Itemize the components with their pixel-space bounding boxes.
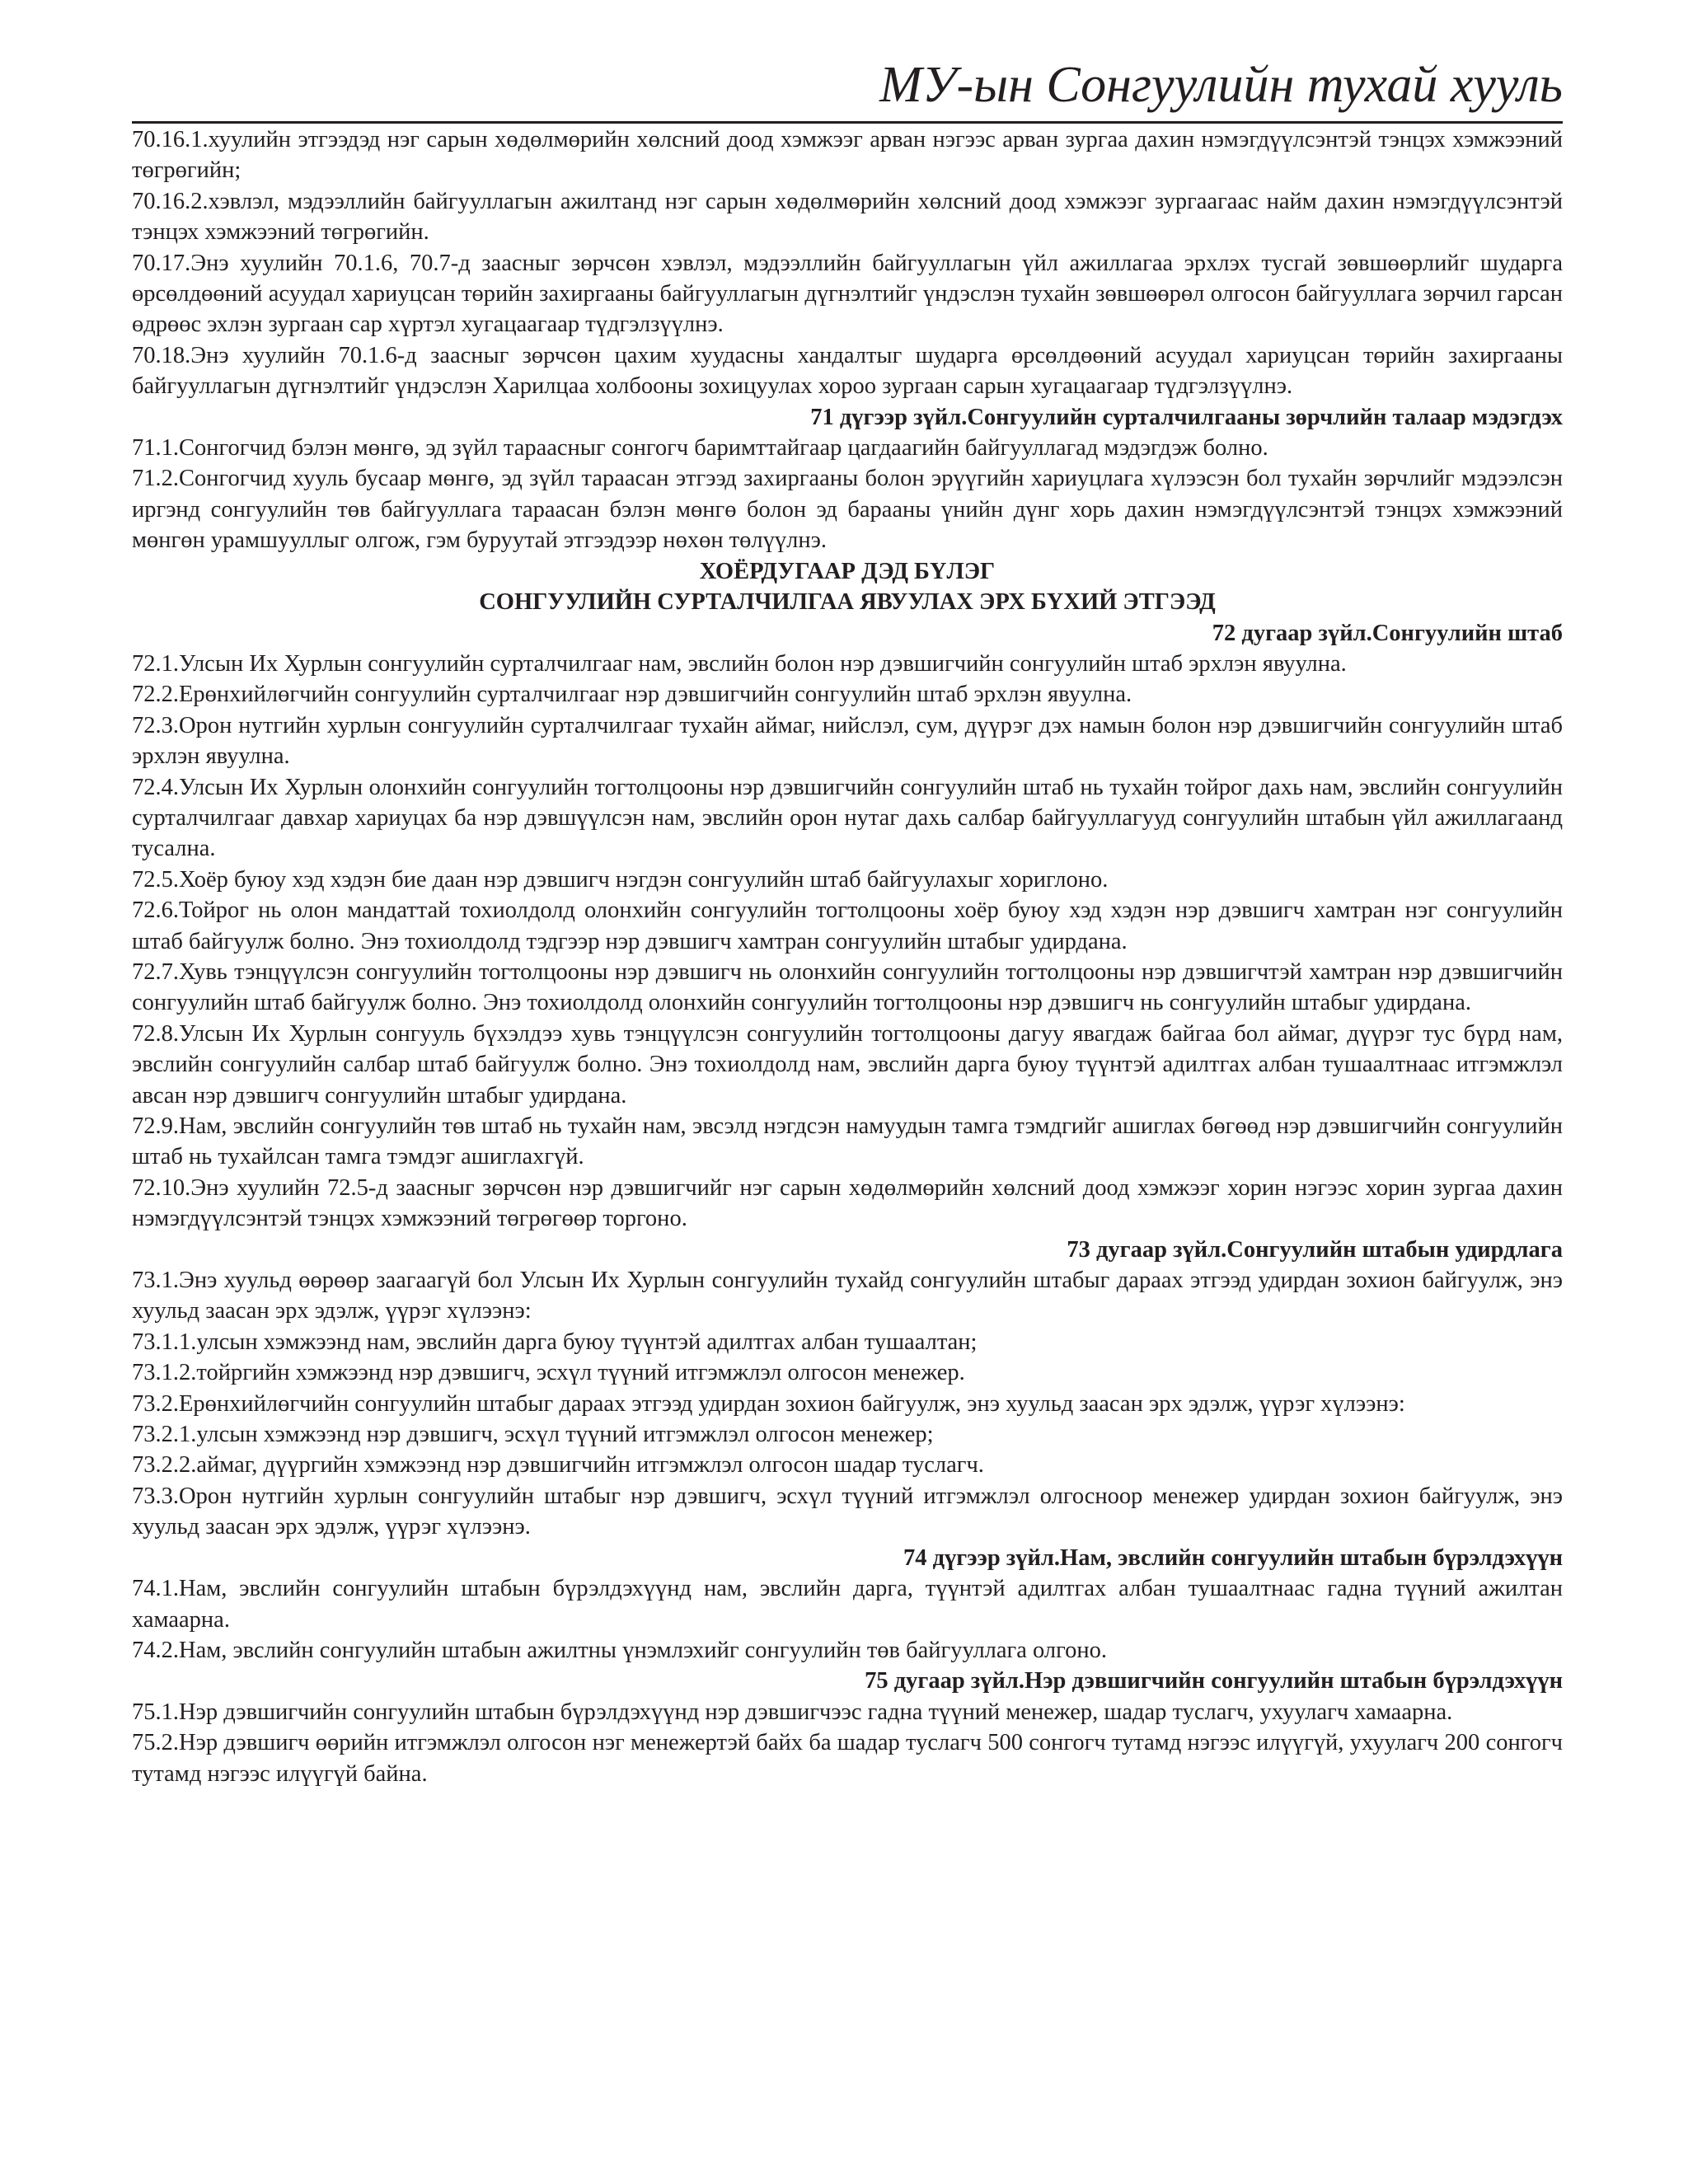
paragraph: 74.1.Нам, эвслийн сонгуулийн штабын бүрэлдэхүүнд нам, эвслийн дарга, түүнтэй адилтгах албан тушаалтнаас гадна түүний ажилтан хамаарна.	[132, 1576, 1563, 1633]
header-rule	[132, 121, 1563, 124]
paragraph: 72.2.Ерөнхийлөгчийн сонгуулийн сурталчилгааг нэр дэвшигчийн сонгуулийн штаб эрхлэн явуулна.	[132, 682, 1132, 708]
running-header: МУ-ын Сонгуулийн тухай хууль	[879, 57, 1563, 113]
paragraph: 70.17.Энэ хуулийн 70.1.6, 70.7-д заасныг зөрчсөн хэвлэл, мэдээллийн байгууллагын үйл ажиллагаа эрхлэх тусгай зөвшөөрлийг шударга өрсөлдөөний асуудал хариуцсан төрийн захиргааны байгууллагын дүгнэлтийг үндэслэн тухайн зөвшөөрөл олгосон байгууллага зөрчил гарсан өдрөөс эхлэн зургаан сар хүртэл хугацаагаар түдгэлзүүлнэ.	[132, 250, 1563, 338]
paragraph: 72.10.Энэ хуулийн 72.5-д заасныг зөрчсөн нэр дэвшигчийг нэг сарын хөдөлмөрийн хөлсний доод хэмжээг хорин нэгээс хорин зургаа дахин нэмэгдүүлсэнтэй тэнцэх хэмжээний төгрөгөөр торгоно.	[132, 1174, 1563, 1232]
article-heading-72: 72 дугаар зүйл.Сонгуулийн штаб	[1212, 620, 1563, 646]
paragraph: 73.2.2.аймаг, дүүргийн хэмжээнд нэр дэвшигчийн итгэмжлэл олгосон шадар туслагч.	[132, 1452, 984, 1479]
paragraph: 70.16.2.хэвлэл, мэдээллийн байгууллагын ажилтанд нэг сарын хөдөлмөрийн хөлсний доод хэмжээг зургаагаас найм дахин нэмэгдүүлсэнтэй тэнцэх хэмжээний төгрөгийн.	[132, 188, 1563, 246]
paragraph: 72.4.Улсын Их Хурлын олонхийн сонгуулийн тогтолцооны нэр дэвшигчийн сонгуулийн штаб нь тухайн тойрог дахь нам, эвслийн сонгуулийн сурталчилгааг давхар хариуцах ба нэр дэвшүүлсэн нам, эвслийн орон нутаг дахь салбар байгууллагууд сонгуулийн штабын үйл ажиллагаанд тусална.	[132, 774, 1563, 862]
document-body	[132, 124, 1563, 1789]
paragraph: 72.6.Тойрог нь олон мандаттай тохиолдолд олонхийн сонгуулийн тогтолцооны хоёр буюу хэд хэдэн нэр дэвшигч хамтран нэг сонгуулийн штаб байгуулж болно. Энэ тохиолдолд тэдгээр нэр дэвшигч хамтран сонгуулийн штабыг удирдана.	[132, 898, 1563, 954]
paragraph: 74.2.Нам, эвслийн сонгуулийн штабын ажилтны үнэмлэхийг сонгуулийн төв байгууллага олгоно.	[132, 1637, 1107, 1663]
paragraph: 72.3.Орон нутгийн хурлын сонгуулийн сурталчилгааг тухайн аймаг, нийслэл, сум, дүүрэг дэх намын болон нэр дэвшигчийн сонгуулийн штаб эрхлэн явуулна.	[132, 712, 1563, 770]
article-heading-74: 74 дүгээр зүйл.Нам, эвслийн сонгуулийн штабын бүрэлдэхүүн	[903, 1544, 1563, 1571]
paragraph: 71.1.Сонгогчид бэлэн мөнгө, эд зүйл тараасныг сонгогч баримттайгаар цагдаагийн байгууллагад мэдэгдэж болно.	[132, 435, 1268, 462]
paragraph: 72.9.Нам, эвслийн сонгуулийн төв штаб нь тухайн нам, эвсэлд нэгдсэн намуудын тамга тэмдгийг ашиглах бөгөөд нэр дэвшигчийн сонгуулийн штаб нь тухайлсан тамга тэмдэг ашиглахгүй.	[132, 1113, 1563, 1170]
paragraph: 73.1.Энэ хуульд өөрөөр заагаагүй бол Улсын Их Хурлын сонгуулийн тухайд сонгуулийн штабыг дараах этгээд удирдан зохион байгуулж, энэ хуульд заасан эрх эдэлж, үүрэг хүлээнэ:	[132, 1268, 1563, 1324]
paragraph: 72.8.Улсын Их Хурлын сонгууль бүхэлдээ хувь тэнцүүлсэн сонгуулийн тогтолцооны дагуу явагдаж байгаа бол аймаг, дүүрэг тус бүрд нам, эвслийн сонгуулийн салбар штаб байгуулж болно. Энэ тохиолдолд нам, эвслийн дарга буюу түүнтэй адилтгах албан тушаалтнаас итгэмжлэл авсан нэр дэвшигч сонгуулийн штабыг удирдана.	[132, 1020, 1563, 1108]
paragraph: 73.2.1.улсын хэмжээнд нэр дэвшигч, эсхүл түүний итгэмжлэл олгосон менежер;	[132, 1422, 934, 1448]
paragraph: 72.7.Хувь тэнцүүлсэн сонгуулийн тогтолцооны нэр дэвшигч нь олонхийн сонгуулийн тогтолцооны нэр дэвшигчтэй хамтран нэр дэвшигчийн сонгуулийн штаб байгуулж болно. Энэ тохиолдолд олонхийн сонгуулийн тогтолцооны нэр дэвшигч нь сонгуулийн штабыг удирдана.	[132, 958, 1563, 1016]
paragraph: 75.1.Нэр дэвшигчийн сонгуулийн штабын бүрэлдэхүүнд нэр дэвшигчээс гадна түүний менежер, шадар туслагч, ухуулагч хамаарна.	[132, 1699, 1453, 1725]
paragraph: 70.18.Энэ хуулийн 70.1.6-д заасныг зөрчсөн цахим хуудасны хандалтыг шударга өрсөлдөөний асуудал хариуцсан төрийн захиргааны байгууллагын дүгнэлтийг үндэслэн Харилцаа холбооны зохицуулах хороо зургаан сарын хугацаагаар түдгэлзүүлнэ.	[132, 342, 1563, 400]
paragraph: 73.1.2.тойргийн хэмжээнд нэр дэвшигч, эсхүл түүний итгэмжлэл олгосон менежер.	[132, 1360, 965, 1386]
paragraph: 72.5.Хоёр буюу хэд хэдэн бие даан нэр дэвшигч нэгдэн сонгуулийн штаб байгуулахыг хориглоно.	[132, 866, 1109, 893]
article-heading-75: 75 дугаар зүйл.Нэр дэвшигчийн сонгуулийн штабын бүрэлдэхүүн	[865, 1668, 1563, 1694]
article-heading-71: 71 дүгээр зүйл.Сонгуулийн сурталчилгааны зөрчлийн талаар мэдэгдэх	[810, 404, 1563, 430]
article-heading-73: 73 дугаар зүйл.Сонгуулийн штабын удирдлага	[1067, 1236, 1563, 1263]
subchapter-title: СОНГУУЛИЙН СУРТАЛЧИЛГАА ЯВУУЛАХ ЭРХ БҮХИЙ ЭТГЭЭД	[479, 589, 1216, 616]
document-page	[132, 0, 1563, 2184]
subchapter-number: ХОЁРДУГААР ДЭД БҮЛЭГ	[699, 558, 996, 584]
paragraph: 73.3.Орон нутгийн хурлын сонгуулийн штабыг нэр дэвшигч, эсхүл түүний итгэмжлэл олгосноор менежер удирдан зохион байгуулж, энэ хуульд заасан эрх эдэлж, үүрэг хүлээнэ.	[132, 1483, 1563, 1540]
paragraph: 73.2.Ерөнхийлөгчийн сонгуулийн штабыг дараах этгээд удирдан зохион байгуулж, энэ хуульд заасан эрх эдэлж, үүрэг хүлээнэ:	[132, 1390, 1405, 1417]
paragraph: 75.2.Нэр дэвшигч өөрийн итгэмжлэл олгосон нэг менежертэй байх ба шадар туслагч 500 сонгогч тутамд нэгээс илүүгүй, ухуулагч 200 сонгогч тутамд нэгээс илүүгүй байна.	[132, 1730, 1563, 1787]
paragraph: 72.1.Улсын Их Хурлын сонгуулийн сурталчилгааг нам, эвслийн болон нэр дэвшигчийн сонгуулийн штаб эрхлэн явуулна.	[132, 650, 1347, 677]
paragraph: 73.1.1.улсын хэмжээнд нам, эвслийн дарга буюу түүнтэй адилтгах албан тушаалтан;	[132, 1329, 978, 1355]
paragraph: 71.2.Сонгогчид хууль бусаар мөнгө, эд зүйл тараасан этгээд захиргааны болон эрүүгийн хариуцлага хүлээсэн бол тухайн зөрчлийг мэдээлсэн иргэнд сонгуулийн төв байгууллага тараасан бэлэн мөнгө болон эд барааны үнийн дүнг хорь дахин нэмэгдүүлсэнтэй тэнцэх хэмжээний мөнгөн урамшууллыг олгож, гэм буруутай этгээдээр нөхөн төлүүлнэ.	[132, 466, 1563, 554]
paragraph: 70.16.1.хуулийн этгээдэд нэг сарын хөдөлмөрийн хөлсний доод хэмжээг арван нэгээс арван зургаа дахин нэмэгдүүлсэнтэй тэнцэх хэмжээний төгрөгийн;	[132, 127, 1563, 184]
